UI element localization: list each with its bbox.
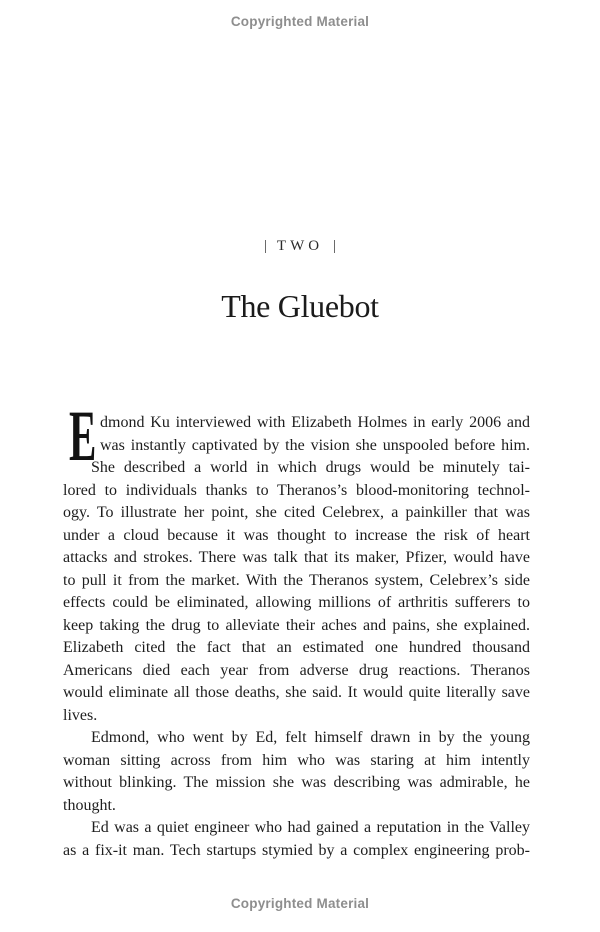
body-text-block xyxy=(63,396,530,862)
chapter-number-label xyxy=(0,238,600,255)
body-text-line: lives. xyxy=(63,706,98,724)
body-text-line: would eliminate all those deaths, she said. It would quite literally save xyxy=(63,684,530,701)
body-text-line: as a fix-it man. Tech startups stymied by a complex engineering prob- xyxy=(63,841,530,859)
body-text-line: Americans died each year from adverse drug reactions. Theranos xyxy=(63,661,530,679)
chapter-number: TWO xyxy=(276,238,324,254)
body-text-line: She described a world in which drugs would be minutely tai- xyxy=(91,459,530,476)
body-text-line: Edmond, who went by Ed, felt himself drawn in by the young xyxy=(91,729,530,746)
body-text-line: Ed was a quiet engineer who had gained a reputation in the Valley xyxy=(91,819,530,836)
chapter-divider-bar: | xyxy=(263,238,267,254)
body-text-line: dmond Ku interviewed with Elizabeth Holmes in early 2006 and xyxy=(100,414,530,431)
body-text-line: ogy. To illustrate her point, she cited Celebrex, a painkiller that was xyxy=(63,504,530,521)
drop-cap-letter: E xyxy=(69,396,97,476)
body-text-line: without blinking. The mission she was describing was admirable, he xyxy=(63,774,530,791)
body-text-line: attacks and strokes. There was talk that its maker, Pfizer, would have xyxy=(63,549,530,566)
chapter-divider-bar: | xyxy=(333,238,337,254)
body-text-line: was instantly captivated by the vision she unspooled before him. xyxy=(100,436,530,454)
body-text-line: effects could be eliminated, allowing millions of arthritis sufferers to xyxy=(63,594,530,611)
chapter-title: The Gluebot xyxy=(221,288,379,324)
body-text-line: lored to individuals thanks to Theranos’s blood-monitoring technol- xyxy=(63,481,530,499)
body-text-line: to pull it from the market. With the Theranos system, Celebrex’s side xyxy=(63,571,530,589)
body-text-line: thought. xyxy=(63,796,116,814)
body-text-line: under a cloud because it was thought to increase the risk of heart xyxy=(63,526,530,544)
copyright-notice-bottom: Copyrighted Material xyxy=(230,896,370,911)
body-text-line: keep taking the drug to alleviate their aches and pains, she explained. xyxy=(63,616,530,634)
body-text-line: woman sitting across from him who was staring at him intently xyxy=(63,751,530,769)
copyright-notice-top: Copyrighted Material xyxy=(230,14,370,29)
body-text-line: Elizabeth cited the fact that an estimated one hundred thousand xyxy=(63,639,530,656)
